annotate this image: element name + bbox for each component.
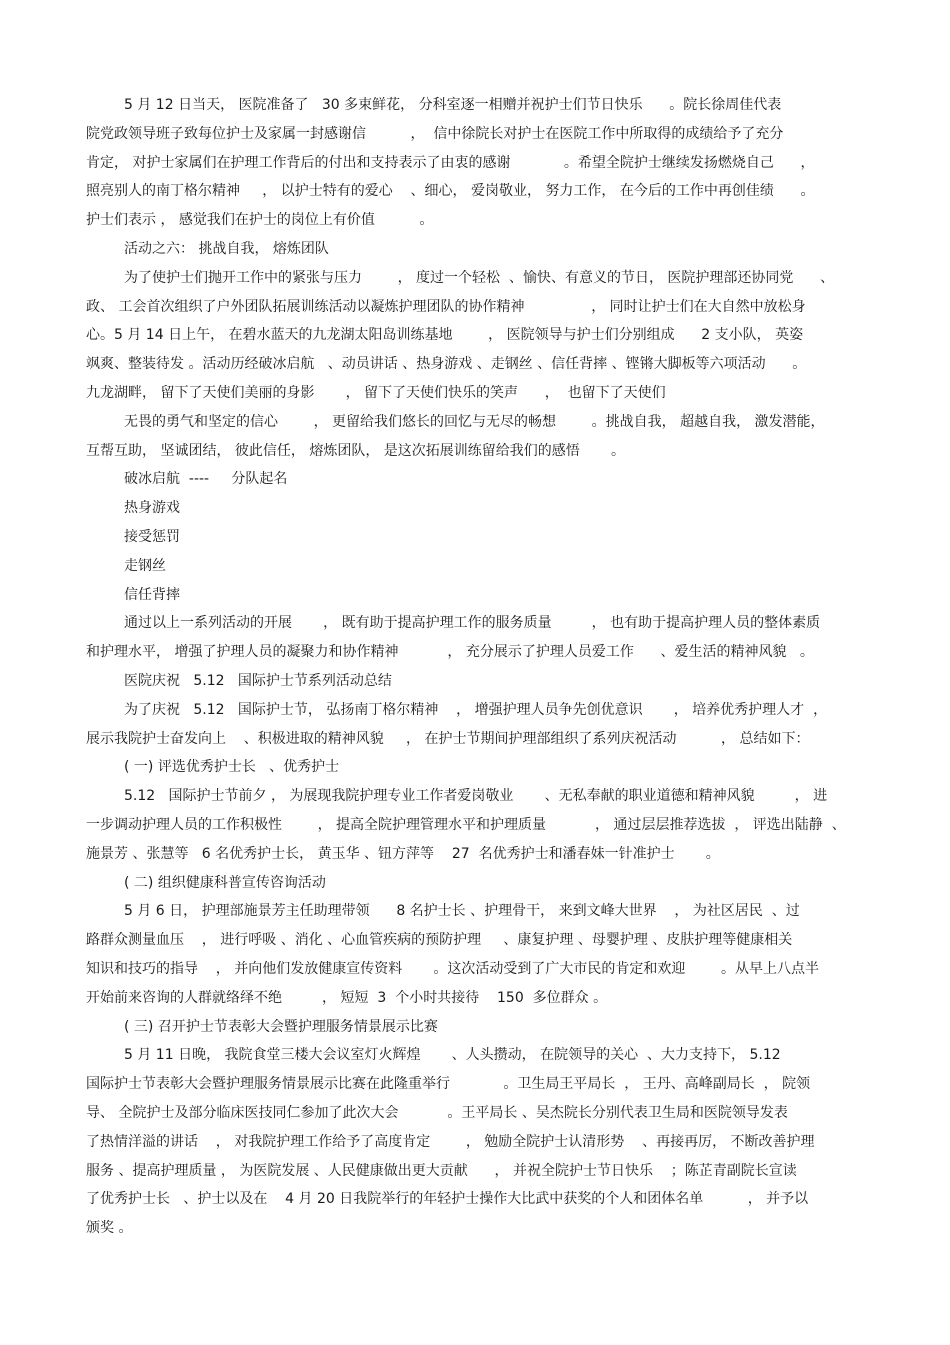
text-line: 热身游戏 — [124, 500, 180, 517]
text-line: 一步调动护理人员的工作积极性 ， 提高全院护理管理水平和护理质量 ， 通过层层推荐选拔 ， 评选出陆静 、 — [86, 817, 846, 833]
text-line: 5 月 6 日， 护理部施景芳主任助理带领 8 名护士长 、护理骨干， 来到文峰大世界 ， 为社区居民 、过 — [124, 903, 800, 920]
text-line: 开始前来咨询的人群就络绎不绝 ， 短短 3 个小时共接待 150 多位群众 。 — [86, 989, 608, 1006]
text-line: 和护理水平， 增强了护理人员的凝聚力和协作精神 ， 充分展示了护理人员爱工作 、爱生活的精神风貌 。 — [86, 644, 814, 661]
text-line: 照亮别人的南丁格尔精神 ， 以护士特有的爱心 、细心， 爱岗敬业， 努力工作， 在今后的工作中再创佳绩 。 — [86, 183, 815, 200]
text-line: 九龙湖畔， 留下了天使们美丽的身影 ， 留下了天使们快乐的笑声 ， 也留下了天使们 — [86, 385, 666, 401]
text-line: 飒爽、整装待发 。活动历经破冰启航 、动员讲话 、热身游戏 、走钢丝 、信任背摔 、铿锵大脚板等六项活动 。 — [86, 356, 807, 373]
text-line: 导、 全院护士及部分临床医技同仁参加了此次大会 。王平局长 、吴杰院长分别代表卫生局和医院领导发表 — [86, 1105, 788, 1121]
text-line: 走钢丝 — [124, 557, 166, 574]
text-line: 心。5 月 14 日上午， 在碧水蓝天的九龙湖太阳岛训练基地 ， 医院领导与护士们分别组成 2 支小队， 英姿 — [86, 327, 804, 344]
text-line: 互帮互助， 坚诚团结， 彼此信任， 熔炼团队， 是这次拓展训练留给我们的感悟 。 — [86, 442, 625, 459]
text-line: 路群众测量血压 ， 进行呼吸 、消化 、心血管疾病的预防护理 、康复护理 、母婴护理 、皮肤护理等健康相关 — [86, 932, 793, 949]
text-line: 5 月 12 日当天， 医院准备了 30 多束鲜花， 分科室逐一相赠并祝护士们节日快乐 。院长徐周佳代表 — [124, 97, 782, 113]
text-line: 接受惩罚 — [124, 529, 180, 545]
text-line: 护士们表示 ， 感觉我们在护士的岗位上有价值 。 — [86, 212, 434, 229]
text-line: 医院庆祝 5.12 国际护士节系列活动总结 — [124, 673, 392, 689]
text-line: 了优秀护士长 、护士以及在 4 月 20 日我院举行的年轻护士操作大比武中获奖的个人和团体名单 ， 并予以 — [86, 1191, 809, 1208]
text-line: 5.12 国际护士节前夕 ， 为展现我院护理专业工作者爱岗敬业 、无私奉献的职业道德和精神风貌 ， 进 — [124, 788, 828, 805]
text-line: 施景芳 、张慧等 6 名优秀护士长， 黄玉华 、钮方萍等 27 名优秀护士和潘春妹一针准护士 。 — [86, 845, 720, 862]
text-line: 活动之六： 挑战自我， 熔炼团队 — [124, 241, 329, 257]
text-line: 服务 、提高护理质量 ， 为医院发展 、人民健康做出更大贡献 ， 并祝全院护士节日快乐 ；陈芷青副院长宣读 — [86, 1162, 797, 1179]
text-line: 破冰启航 ---- 分队起名 — [124, 471, 288, 488]
text-line: 为了庆祝 5.12 国际护士节， 弘扬南丁格尔精神 ， 增强护理人员争先创优意识 ， 培养优秀护理人才 ， — [124, 701, 828, 718]
text-line: 为了使护士们抛开工作中的紧张与压力 ， 度过一个轻松 、愉快、有意义的节日， 医院护理部还协同党 、 — [124, 269, 835, 286]
text-line: 肯定， 对护士家属们在护理工作背后的付出和支持表示了由衷的感谢 。希望全院护士继续发扬燃烧自己 ， — [86, 154, 815, 171]
text-line: 展示我院护士奋发向上 、积极进取的精神风貌 ， 在护士节期间护理部组织了系列庆祝活动 ， 总结如下： — [86, 730, 810, 747]
text-line: 通过以上一系列活动的开展 ， 既有助于提高护理工作的服务质量 ， 也有助于提高护理人员的整体素质 — [124, 615, 821, 632]
text-line: ( 一) 评选优秀护士长 、优秀护士 — [124, 759, 340, 776]
text-line: 了热情洋溢的讲话 ， 对我院护理工作给予了高度肯定 ， 勉励全院护士认清形势 、再接再厉， 不断改善护理 — [86, 1133, 815, 1150]
text-line: 5 月 11 日晚， 我院食堂三楼大会议室灯火辉煌 、人头攒动， 在院领导的关心 、大力支持下， 5.12 — [124, 1047, 781, 1064]
text-line: 知识和技巧的指导 ， 并向他们发放健康宣传资料 。这次活动受到了广大市民的肯定和欢迎 。从早上八点半 — [86, 961, 820, 977]
text-line: ( 三) 召开护士节表彰大会暨护理服务情景展示比赛 — [124, 1018, 438, 1035]
text-line: 信任背摔 — [124, 586, 180, 603]
text-line: 无畏的勇气和坚定的信心 ， 更留给我们悠长的回忆与无尽的畅想 。挑战自我， 超越自我， 激发潜能， — [124, 413, 825, 430]
text-line: 院党政领导班子致每位护士及家属一封感谢信 ， 信中徐院长对护士在医院工作中所取得的成绩给予了充分 — [86, 125, 784, 142]
text-line: 国际护士节表彰大会暨护理服务情景展示比赛在此隆重举行 。卫生局王平局长 ， 王丹、高峰副局长 ， 院领 — [86, 1076, 811, 1093]
text-line: 政、 工会首次组织了户外团队拓展训练活动以凝炼护理团队的协作精神 ， 同时让护士们在大自然中放松身 — [86, 298, 806, 315]
text-line: 颁奖 。 — [86, 1220, 133, 1237]
text-line: ( 二) 组织健康科普宣传咨询活动 — [124, 874, 326, 891]
